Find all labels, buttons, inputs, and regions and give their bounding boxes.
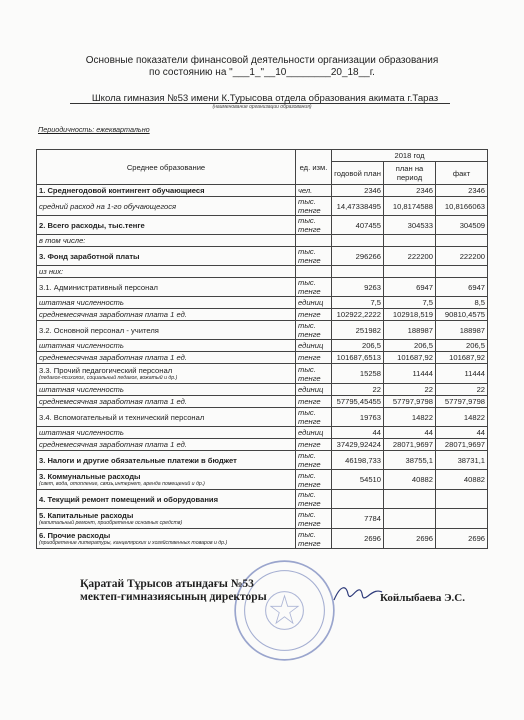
value-plan-year: 7,5 [332,297,384,309]
row-unit [296,235,332,247]
row-label [37,216,296,235]
header-year: 2018 год [332,150,488,162]
row-label-text: 3. Налоги и другие обязательные платежи в бюджет [39,455,237,465]
row-unit: тыс. тенге [296,490,332,509]
row-label-text: 4. Текущий ремонт помещений и оборудования [39,494,219,504]
row-label [37,352,296,364]
header-plan-year: годовой план [332,162,384,185]
row-label [37,266,296,278]
row-label-text: 5. Капитальные расходы [39,511,134,520]
row-label-text: 6. Прочие расходы [39,531,111,540]
row-unit: тыс. тенге [296,216,332,235]
value-fact: 90810,4575 [436,309,488,321]
row-label [37,309,296,321]
row-unit: тыс. тенге [296,529,332,549]
value-plan-year: 9263 [332,278,384,297]
value-plan-year: 296266 [332,247,384,266]
table-row [37,529,488,549]
table-row [37,352,488,364]
value-fact: 11444 [436,364,488,384]
report-title: Основные показатели финансовой деятельности организации образования [85,55,439,66]
table-row [37,321,488,340]
value-plan-period: 57797,9798 [384,396,436,408]
table-row [37,340,488,352]
table-row [37,297,488,309]
row-label-text: 2. Всего расходы, тыс.тенге [39,220,145,230]
table-row [37,427,488,439]
row-label [37,297,296,309]
row-unit: единиц [296,340,332,352]
row-unit: тыс. тенге [296,321,332,340]
row-unit: тыс. тенге [296,509,332,529]
value-fact: 222200 [436,247,488,266]
row-unit: тенге [296,309,332,321]
value-plan-period: 102918,519 [384,309,436,321]
row-label-text: 3.1. Административный персонал [39,282,158,292]
row-label [37,197,296,216]
value-plan-year [332,266,384,278]
table-row [37,439,488,451]
row-label-text: из них: [39,267,64,276]
value-plan-year: 46198,733 [332,451,384,470]
row-label-text: штатная численность [39,341,124,350]
value-plan-year: 44 [332,427,384,439]
footer-org-line2: мектеп-гимназиясының директоры [80,591,267,603]
value-fact: 22 [436,384,488,396]
row-label-text: 1. Среднегодовой контингент обучающиеся [39,186,205,195]
value-plan-period: 206,5 [384,340,436,352]
value-fact: 304509 [436,216,488,235]
table-row [37,470,488,490]
header-plan-period: план на период [384,162,436,185]
row-unit: тыс. тенге [296,408,332,427]
value-fact: 8,5 [436,297,488,309]
value-plan-year: 57795,45455 [332,396,384,408]
value-fact [436,490,488,509]
value-fact: 101687,92 [436,352,488,364]
value-plan-period: 28071,9697 [384,439,436,451]
table-row [37,197,488,216]
value-plan-period: 10,8174588 [384,197,436,216]
value-plan-period [384,490,436,509]
value-plan-year: 37429,92424 [332,439,384,451]
value-fact [436,509,488,529]
row-label [37,235,296,247]
value-plan-year: 251982 [332,321,384,340]
row-label-text: 3. Коммунальные расходы [39,472,141,481]
row-unit: тыс. тенге [296,364,332,384]
value-plan-period: 2346 [384,185,436,197]
value-fact: 10,8166063 [436,197,488,216]
row-unit: тенге [296,439,332,451]
value-fact: 44 [436,427,488,439]
value-plan-period [384,235,436,247]
row-unit: тыс. тенге [296,247,332,266]
row-label [37,396,296,408]
table-row [37,216,488,235]
row-label-text: 3.4. Вспомогательный и технический персонал [39,412,205,422]
row-unit: чел. [296,185,332,197]
footer-org-line1: Қаратай Тұрысов атындағы №53 [80,578,254,590]
value-plan-year [332,235,384,247]
row-label-note: (капитальный ремонт, приобретение основных средств) [39,520,183,526]
row-label-text: средний расход на 1-го обучающегося [39,201,177,211]
row-label [37,470,296,490]
row-label [37,509,296,529]
row-label-note: (педагог-психолог, социальный педагог, вожатый и др.) [39,375,178,381]
row-label [37,529,296,549]
row-label [37,340,296,352]
footer-director-name: Койлыбаева Э.С. [380,592,466,604]
row-label-text: в том числе: [39,236,86,245]
value-fact: 14822 [436,408,488,427]
row-label-text: 3. Фонд заработной платы [39,251,140,261]
table-row [37,408,488,427]
value-fact: 57797,9798 [436,396,488,408]
value-plan-period [384,509,436,529]
row-unit: единиц [296,427,332,439]
row-unit: тыс. тенге [296,197,332,216]
value-plan-period: 2696 [384,529,436,549]
row-label-text: штатная численность [39,298,124,307]
table-row [37,266,488,278]
value-plan-period: 304533 [384,216,436,235]
value-plan-period: 38755,1 [384,451,436,470]
table-row [37,309,488,321]
value-plan-period: 44 [384,427,436,439]
value-plan-year: 2346 [332,185,384,197]
row-label [37,278,296,297]
row-label [37,364,296,384]
value-plan-period: 40882 [384,470,436,490]
value-fact [436,266,488,278]
value-plan-period: 22 [384,384,436,396]
report-date: по состоянию на "___1_"__10________20_18__г. [149,67,375,78]
financial-table [36,149,488,549]
row-label-text: 3.3. Прочий педагогический персонал [39,366,173,375]
row-label-text: 3.2. Основной персонал - учителя [39,325,159,335]
round-seal-stamp [232,558,337,663]
table-row [37,247,488,266]
row-label-text: среднемесячная заработная плата 1 ед. [39,353,187,362]
row-unit: тыс. тенге [296,278,332,297]
row-label-text: среднемесячная заработная плата 1 ед. [39,440,187,449]
table-row [37,396,488,408]
value-plan-period [384,266,436,278]
row-label [37,490,296,509]
value-fact: 2696 [436,529,488,549]
value-plan-period: 222200 [384,247,436,266]
header-unit: ед. изм. [296,150,332,185]
value-plan-year: 101687,6513 [332,352,384,364]
row-unit: единиц [296,297,332,309]
school-name: Школа гимназия №53 имени К.Турысова отдела образования акимата г.Тараз [91,93,439,104]
row-unit: тенге [296,396,332,408]
value-fact: 28071,9697 [436,439,488,451]
table-row [37,185,488,197]
row-label-note: (приобретение литературы, канцелярских и хозяйственных товаров и др.) [39,540,228,546]
row-label [37,321,296,340]
table-row [37,509,488,529]
value-plan-year: 54510 [332,470,384,490]
row-label-text: среднемесячная заработная плата 1 ед. [39,397,187,406]
value-plan-year: 19763 [332,408,384,427]
row-label-note: (свет, вода, отопление, связь,интернет, аренда помещений и др.) [39,481,205,487]
value-fact: 188987 [436,321,488,340]
value-fact: 40882 [436,470,488,490]
value-plan-year: 22 [332,384,384,396]
row-label [37,439,296,451]
row-unit: единиц [296,384,332,396]
row-label-text: штатная численность [39,428,124,437]
row-label-text: штатная численность [39,385,124,394]
value-plan-period: 7,5 [384,297,436,309]
row-unit: тыс. тенге [296,470,332,490]
header-fact: факт [436,162,488,185]
table-row [37,384,488,396]
row-unit: тыс. тенге [296,451,332,470]
row-label [37,427,296,439]
value-plan-period: 6947 [384,278,436,297]
value-fact: 6947 [436,278,488,297]
value-plan-year: 14,47338495 [332,197,384,216]
signature [330,580,385,608]
row-label [37,408,296,427]
table-row [37,235,488,247]
school-note: (наименование организации образования) [212,104,312,110]
row-label [37,185,296,197]
value-plan-year: 2696 [332,529,384,549]
table-row [37,490,488,509]
row-label [37,451,296,470]
value-plan-year: 102922,2222 [332,309,384,321]
row-unit [296,266,332,278]
row-unit: тенге [296,352,332,364]
value-plan-year [332,490,384,509]
header-title: Среднее образование [37,150,296,185]
table-row [37,451,488,470]
value-fact: 2346 [436,185,488,197]
value-plan-period: 188987 [384,321,436,340]
value-plan-year: 7784 [332,509,384,529]
row-label-text: среднемесячная заработная плата 1 ед. [39,310,187,319]
value-plan-year: 206,5 [332,340,384,352]
value-fact: 38731,1 [436,451,488,470]
value-plan-period: 11444 [384,364,436,384]
value-plan-year: 407455 [332,216,384,235]
table-row [37,364,488,384]
value-plan-period: 14822 [384,408,436,427]
value-fact [436,235,488,247]
value-plan-year: 15258 [332,364,384,384]
row-label [37,247,296,266]
value-fact: 206,5 [436,340,488,352]
periodicity: Периодичность: ежеквартально [38,125,150,134]
row-label [37,384,296,396]
value-plan-period: 101687,92 [384,352,436,364]
table-row [37,278,488,297]
